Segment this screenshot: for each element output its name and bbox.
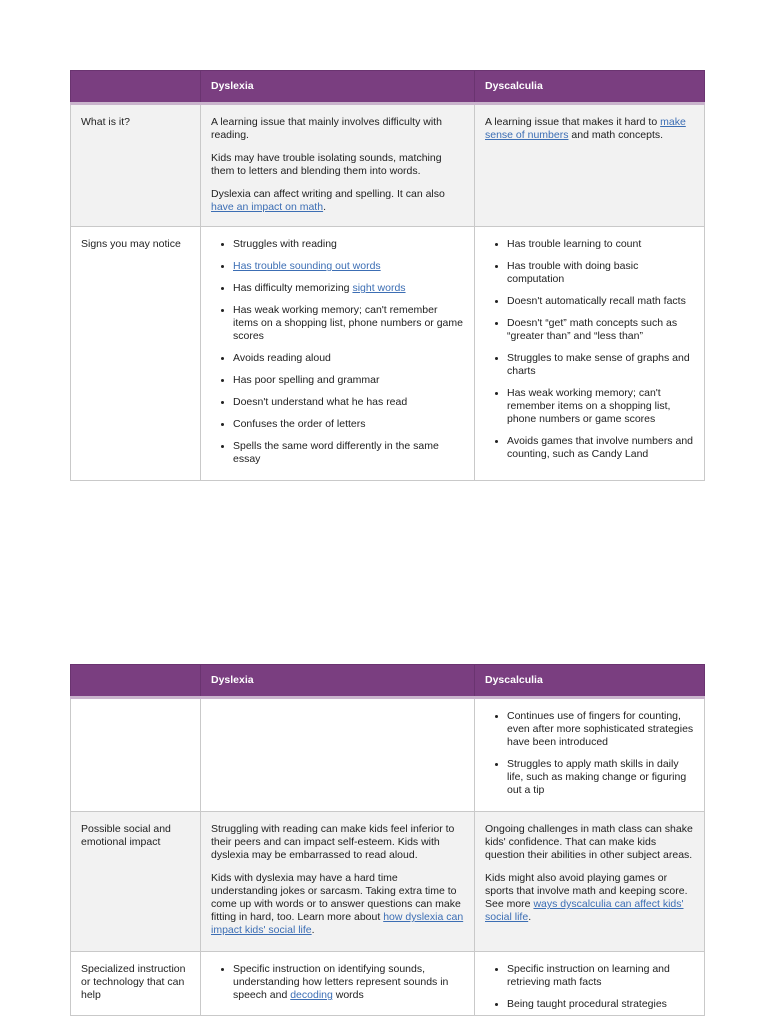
text: Kids might also avoid playing games or sports that involve math and keeping score. See more xyxy=(485,872,688,910)
list-item: • Being taught procedural strategies xyxy=(507,998,694,1011)
dyslexia-specialized-instruction xyxy=(201,952,475,1016)
link-make-sense-of-numbers[interactable]: make sense of numbers xyxy=(485,116,686,141)
list-item: • Struggles with reading xyxy=(233,238,464,251)
text: Specific instruction on identifying sounds, understanding how letters represent sounds in speech and xyxy=(233,963,449,1001)
link-sight-words[interactable]: sight words xyxy=(352,282,406,294)
table-row-what-is-it xyxy=(71,104,705,227)
list-item: • Avoids reading aloud xyxy=(233,352,464,365)
list-item: • Has poor spelling and grammar xyxy=(233,374,464,387)
header-dyscalculia: Dyscalculia xyxy=(475,71,705,104)
dyscalculia-specialized-instruction xyxy=(475,952,705,1016)
list-item: • Continues use of fingers for counting, even after more sophisticated strategies have been introduced xyxy=(507,710,694,749)
table-header-row xyxy=(71,665,705,698)
row-label: Signs you may notice xyxy=(71,227,201,481)
link-trouble-sounding-out-words[interactable]: Has trouble sounding out words xyxy=(233,260,381,272)
comparison-table-2 xyxy=(70,664,705,1016)
comparison-table-1 xyxy=(70,70,705,481)
dyscalculia-social-impact xyxy=(475,812,705,952)
table-row-social-impact xyxy=(71,812,705,952)
list-item: • Has trouble with doing basic computation xyxy=(507,260,694,286)
bullet-list xyxy=(485,710,694,797)
header-dyslexia: Dyslexia xyxy=(201,71,475,104)
text: Dyslexia can affect writing and spelling. It can also xyxy=(211,188,445,200)
empty-cell xyxy=(201,698,475,812)
header-dyscalculia: Dyscalculia xyxy=(475,665,705,698)
paragraph: A learning issue that mainly involves difficulty with reading. xyxy=(211,116,442,141)
table-row-signs xyxy=(71,227,705,481)
table-row-signs-continued xyxy=(71,698,705,812)
dyslexia-definition xyxy=(201,104,475,227)
row-label: Specialized instruction or technology that can help xyxy=(71,952,201,1016)
bullet-list xyxy=(211,238,464,466)
table-row-specialized-instruction xyxy=(71,952,705,1016)
header-empty xyxy=(71,71,201,104)
list-item: • Doesn't understand what he has read xyxy=(233,396,464,409)
list-item: • Avoids games that involve numbers and counting, such as Candy Land xyxy=(507,435,694,461)
dyscalculia-signs xyxy=(475,227,705,481)
paragraph xyxy=(211,188,464,214)
row-label: Possible social and emotional impact xyxy=(71,812,201,952)
list-item xyxy=(233,260,464,273)
text: and math concepts. xyxy=(568,129,664,141)
link-dyscalculia-social-life[interactable]: ways dyscalculia can affect kids' social life xyxy=(485,898,684,923)
text: . xyxy=(528,911,532,923)
list-item: • Has weak working memory; can't remember items on a shopping list, phone numbers or game scores xyxy=(233,304,464,343)
header-empty xyxy=(71,665,201,698)
dyslexia-social-impact xyxy=(201,812,475,952)
row-label: What is it? xyxy=(71,104,201,227)
list-item xyxy=(233,282,464,295)
paragraph xyxy=(485,872,694,924)
text: . xyxy=(323,201,326,213)
list-item: • Struggles to apply math skills in daily life, such as making change or figuring out a tip xyxy=(507,758,694,797)
link-dyslexia-social-life[interactable]: how dyslexia can impact kids' social life xyxy=(211,911,464,936)
bullet-list xyxy=(211,963,464,1002)
link-impact-on-math[interactable]: have an impact on math xyxy=(211,201,324,213)
dyscalculia-signs-continued xyxy=(475,698,705,812)
bullet-list xyxy=(485,238,694,461)
list-item: • Doesn't automatically recall math facts xyxy=(507,295,694,308)
text: A learning issue that makes it hard to xyxy=(485,116,661,128)
text: words xyxy=(332,989,364,1001)
dyslexia-signs xyxy=(201,227,475,481)
paragraph xyxy=(485,116,694,142)
dyscalculia-definition xyxy=(475,104,705,227)
list-item xyxy=(233,963,464,1002)
text: . xyxy=(311,924,315,936)
link-decoding[interactable]: decoding xyxy=(290,989,333,1001)
list-item: • Spells the same word differently in the same essay xyxy=(233,440,464,466)
list-item: • Specific instruction on learning and retrieving math facts xyxy=(507,963,694,989)
paragraph xyxy=(211,872,464,937)
header-dyslexia: Dyslexia xyxy=(201,665,475,698)
text: Kids with dyslexia may have a hard time understanding jokes or sarcasm. Taking extra time to come up with words or to answer questions can make fitting in hard, too. Learn more about xyxy=(211,872,461,923)
list-item: • Confuses the order of letters xyxy=(233,418,464,431)
list-item: • Struggles to make sense of graphs and charts xyxy=(507,352,694,378)
empty-cell xyxy=(71,698,201,812)
paragraph: Struggling with reading can make kids feel inferior to their peers and can impact self-esteem. Kids with dyslexia may be embarrassed to read aloud. xyxy=(211,823,455,861)
list-item: • Doesn't “get” math concepts such as “greater than” and “less than” xyxy=(507,317,694,343)
text: Has difficulty memorizing xyxy=(233,282,353,294)
paragraph: Kids may have trouble isolating sounds, matching them to letters and blending them into words. xyxy=(211,152,442,177)
list-item: • Has weak working memory; can't remember items on a shopping list, phone numbers or game scores xyxy=(507,387,694,426)
list-item: • Has trouble learning to count xyxy=(507,238,694,251)
bullet-list xyxy=(485,963,694,1011)
table-header-row xyxy=(71,71,705,104)
paragraph: Ongoing challenges in math class can shake kids' confidence. That can make kids question their abilities in other subject areas. xyxy=(485,823,693,861)
